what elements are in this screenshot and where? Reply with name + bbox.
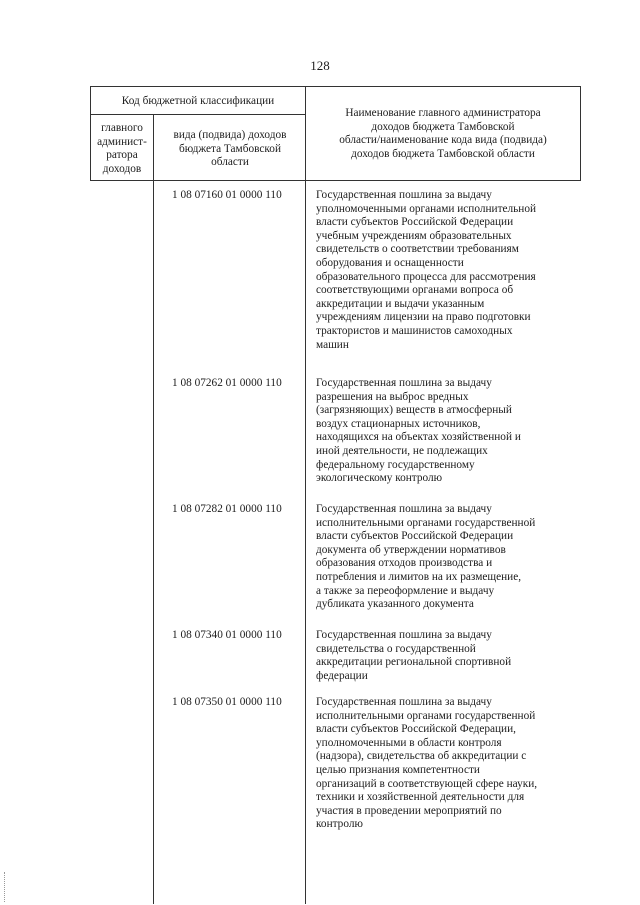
row-code: 1 08 07340 01 0000 110 <box>172 629 282 641</box>
row-code: 1 08 07262 01 0000 110 <box>172 377 282 389</box>
row-name: Государственная пошлина за выдачу свидетельства о государственной аккредитации региональной спортивной федерации <box>316 629 512 682</box>
scan-edge-mark <box>4 872 7 902</box>
row-code: 1 08 07282 01 0000 110 <box>172 503 282 515</box>
column-divider-name <box>305 86 306 904</box>
page-number: 128 <box>310 58 330 73</box>
row-code: 1 08 07350 01 0000 110 <box>172 696 282 708</box>
table-top-border <box>90 86 581 87</box>
header-name-column: Наименование главного администратора доходов бюджета Тамбовской области/наименование кода вида (подвида) доходов бюджета Тамбовской области <box>339 107 547 160</box>
header-code-column: вида (подвида) доходов бюджета Тамбовской области <box>173 129 287 169</box>
header-group-label: Код бюджетной классификации <box>121 95 275 107</box>
row-name: Государственная пошлина за выдачу разрешения на выброс вредных (загрязняющих) веществ в атмосферный воздух стационарных источников, находящихся на объектах хозяйственной и иной деятельности, не подлежащих федеральному государственному экологическому контролю <box>316 377 521 485</box>
row-name: Государственная пошлина за выдачу исполнительными органами государственной власти субъектов Российской Федерации, уполномоченными в области контроля (надзора), свидетельства об аккредитации с целью признания компетентности организаций в соответствующей сфере науки, техники и хозяйственной деятельности для участия в проведении мероприятий по контролю <box>316 696 538 831</box>
header-bottom-border <box>90 180 581 181</box>
group-header-underline <box>90 114 305 115</box>
column-divider-admin <box>153 114 154 904</box>
row-name: Государственная пошлина за выдачу исполнительными органами государственной власти субъектов Российской Федерации документа об утверждении нормативов образования отходов производства и потребления и лимитов на их размещение, а также за переоформление и выдачу дубликата указанного документа <box>316 503 536 611</box>
header-admin-column: главного админист- ратора доходов <box>97 122 147 175</box>
table-right-border <box>580 86 581 181</box>
row-name: Государственная пошлина за выдачу уполномоченными органами исполнительной власти субъектов Российской Федерации учебным учреждениям образовательных свидетельств о соответствии требованиям оборудования и оснащенности образовательного процесса для рассмотрения соответствующими органами вопроса об аккредитации и выдачи указанным учреждениям лицензии на право подготовки трактористов и машинистов самоходных машин <box>316 189 537 351</box>
row-code: 1 08 07160 01 0000 110 <box>172 189 282 201</box>
